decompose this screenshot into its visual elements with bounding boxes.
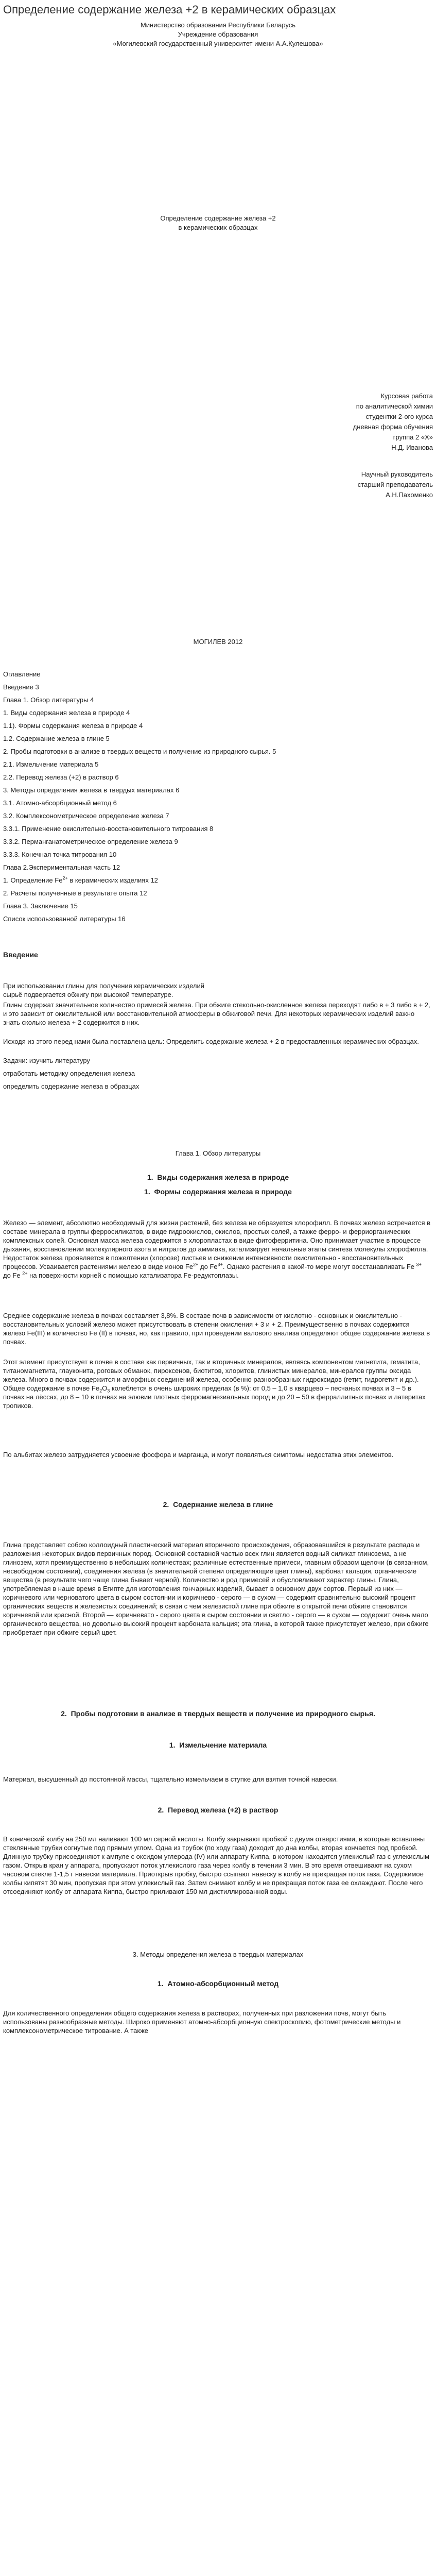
section-2-heading: 2. Пробы подготовки в анализе в твердых веществ и получение из природного сырья. bbox=[61, 1709, 375, 1718]
group-line: группа 2 «Х» bbox=[393, 433, 433, 441]
toc-item: 3.3.1. Применение окислительно-восстановительного титрования 8 bbox=[3, 825, 214, 833]
toc-item: Глава 2.Экспериментальная часть 12 bbox=[3, 863, 120, 871]
university-line: «Могилевский государственный университет имени А.А.Кулешова» bbox=[113, 40, 323, 47]
section-3-1-heading: 1. Атомно-абсорбционный метод bbox=[157, 1979, 279, 1988]
document-title: Определение содержание железа +2 в керамических образцах bbox=[3, 3, 336, 16]
intro-paragraph: определить содержание железа в образцах bbox=[3, 1082, 139, 1090]
toc-item: 2. Расчеты полученные в результате опыта 12 bbox=[3, 889, 147, 897]
section-1-1-paragraph: Этот элемент присутствует в почве в составе как первичных, так и вторичных минералов, являясь компонентом магнетита, гематита, титаномагнетита, глауконита, роговых обманок, пироксенов, биотитов, хлоритов, глинистых минералов, минералов группы оксида железа. Много в почвах содержится и аморфных соединений железа, особенно разнообразных гидроксидов (гетит, гидрогетит и др.). Общее содержание в почве $Fe_2O_3$ колеблется в очень широких пределах (в %): от 0,5 – 1,0 в кварцево – песчаных почвах и 3 – 5 в почвах на лёссах, до 8 – 10 в почвах на элювии плотных ферромагнезиальных пород и до 20 – 50 в ферраллитных почвах и латеритах тропиков. bbox=[3, 1358, 426, 1410]
intro-paragraph: Глины содержат значительное количество примесей железа. При обжиге стекольно-окисленное железа переходят либо в + 3 либо в + 2, и это зависит от окислительной или восстановительной атмосферы в обжиговой печи. Для некоторых керамических изделий важно знать сколько железа + 2 содержится в них. bbox=[3, 1001, 430, 1026]
supervisor-name-line: А.Н.Пахоменко bbox=[386, 491, 433, 499]
toc-item: 1. Виды содержания железа в природе 4 bbox=[3, 709, 130, 717]
toc-item: 3.2. Комплексонометрическое определение железа 7 bbox=[3, 812, 169, 820]
section-3-1-paragraph: Для количественного определения общего содержания железа в растворах, полученных при разложении почв, могут быть использованы разнообразные методы. Широко применяют атомно-абсорбционную спектроскопию, фотометрические методы и комплексонометрическое титрование. А также bbox=[3, 2009, 401, 2035]
chapter1-heading: Глава 1. Обзор литературы bbox=[175, 1149, 261, 1157]
toc-heading: Оглавление bbox=[3, 670, 41, 678]
section-1-2-paragraph: Глина представляет собою коллоидный пластический материал вторичного происхождения, образовавшийся в результате распада и разложения некоторых видов первичных пород. Основной составной частью всех глин является водный силикат глинозема, а не глинозем, хотя преимущественно в небольших количествах; различные естественные примеси, главным образом щелочи (в связанном, несвободном состоянии), соединения железа (в значительной степени определяющие цвет глины), карбонат кальция, органические вещества (в результате чего чаще глина бывает черной). Количество и род примесей и обусловливают характер глины. Глина, употребляемая в наше время в Египте для изготовления гончарных изделий, бывает в основном двух сортов. Первый из них — коричневого или черноватого цвета в сыром состоянии и коричнево - серого — в сухом — содержит сравнительно высокий процент органических веществ и железистых соединений; в связи с чем железистой глине при обжиге в открытой печи обжиге становится коричневой или красной. Второй — коричневато - серого цвета в сыром состоянии и светло - серого — в сухом — содержит очень мало органического вещества, но довольно высокий процент карбоната кальция; эта глина, в которой также присутствует железо, при обжиге приобретает при обжиге серый цвет. bbox=[3, 1541, 429, 1636]
toc-item: Глава 1. Обзор литературы 4 bbox=[3, 696, 94, 704]
supervisor-line-2: старший преподаватель bbox=[357, 481, 433, 488]
toc-item: 3.3.2. Перманганатометрическое определение железа 9 bbox=[3, 838, 178, 845]
toc-item: 2. Пробы подготовки в анализе в твердых веществ и получение из природного сырья. 5 bbox=[3, 748, 276, 755]
toc-item: Глава 3. Заключение 15 bbox=[3, 902, 78, 910]
intro-paragraph: Задачи: изучить литературу bbox=[3, 1057, 90, 1064]
section-3-heading: 3. Методы определения железа в твердых материалах bbox=[132, 1951, 304, 1958]
section-2-2-heading: 2. Перевод железа (+2) в раствор bbox=[158, 1806, 278, 1814]
student-course-line: студентки 2-ого курса bbox=[365, 413, 433, 420]
ministry-line: Министерство образования Республики Беларусь bbox=[140, 21, 296, 29]
city-year-line: МОГИЛЕВ 2012 bbox=[193, 638, 243, 646]
work-title-line-1: Определение содержание железа +2 bbox=[160, 214, 276, 222]
toc-item: 3.3.3. Конечная точка титрования 10 bbox=[3, 851, 117, 858]
section-1-2-heading: 2. Содержание железа в глине bbox=[163, 1500, 273, 1509]
toc-item: Введение 3 bbox=[3, 683, 39, 691]
subject-line: по аналитической химии bbox=[356, 402, 433, 410]
work-title-line-2: в керамических образцах bbox=[178, 224, 258, 231]
toc-item: 1.2. Содержание железа в глине 5 bbox=[3, 735, 110, 742]
section-2-1-paragraph: Материал, высушенный до постоянной массы, тщательно измельчаем в ступке для взятия точной навески. bbox=[3, 1775, 338, 1783]
toc-item: Список использованной литературы 16 bbox=[3, 915, 126, 923]
intro-heading: Введение bbox=[3, 951, 38, 959]
section-1-1-paragraph: По альбитах железо затрудняется усвоение фосфора и марганца, и могут появляться симптомы недостатка этих элементов. bbox=[3, 1451, 394, 1459]
toc-item-fe: 1. Определение $Fe^{2+}$ в керамических изделиях 12 bbox=[3, 876, 158, 884]
work-type-line: Курсовая работа bbox=[380, 392, 433, 400]
intro-paragraph: отработать методику определения железа bbox=[3, 1070, 135, 1077]
intro-paragraph: Исходя из этого перед нами была поставлена цель: Определить содержание железа + 2 в предоставленных керамических образцах. bbox=[3, 1038, 419, 1045]
toc-item: 1.1). Формы содержания железа в природе 4 bbox=[3, 722, 143, 730]
section-1-1-heading: 1. Формы содержания железа в природе bbox=[144, 1188, 292, 1196]
section-2-1-heading: 1. Измельчение материала bbox=[169, 1741, 267, 1749]
section-1-1-paragraph: Среднее содержание железа в почвах составляет 3,8%. В составе почв в зависимости от кислотно - основных и окислительно - восстановительных условий железо может присутствовать в степени окисления + 3 и + 2. Преимущественно в почвах содержится железо Fe(III) и количество Fe (II) в почвах, но, как правило, при проведении валового анализа определяют общее содержание железа в почвах. bbox=[3, 1312, 430, 1346]
section-2-2-paragraph: В конический колбу на 250 мл наливают 100 мл серной кислоты. Колбу закрывают пробкой с двумя отверстиями, в которые вставлены стеклянные трубки согнутые под прямым углом. Одна из трубок (по ходу газа) доходит до дна колбы, вторая кончается под пробкой. Длинную трубку присоединяют к ампуле с оксидом углерода (IV) или аппарату Киппа, в котором находится углекислый газ с углекислым газом. Открыв кран у аппарата, пропускают поток углекислого газа через колбу в течении 3 мин. В это время отвешивают на сухом часовом стекле 1-1,5 г навески материала. Приоткрыв пробку, быстро ссыпают навеску в колбу не прекращая поток газа. Содержимое колбы кипятят 30 мин, пропуская при этом углекислый газ. Затем снимают колбу и не прекращая поток газа ее охлаждают. После чего отсоединяют колбу от аппарата Киппа, быстро приливают 150 мл дистиллированной воды. bbox=[3, 1835, 429, 1895]
toc-item: 2.2. Перевод железа (+2) в раствор 6 bbox=[3, 773, 119, 781]
study-form-line: дневная форма обучения bbox=[353, 423, 433, 431]
toc-item: 3.1. Атомно-абсорбционный метод 6 bbox=[3, 799, 117, 807]
supervisor-line-1: Научный руководитель bbox=[361, 470, 433, 478]
toc-item: 2.1. Измельчение материала 5 bbox=[3, 760, 99, 768]
toc-item: 3. Методы определения железа в твердых материалах 6 bbox=[3, 786, 180, 794]
section-1-1-paragraph: Железо — элемент, абсолютно необходимый для жизни растений, без железа не образуется хлорофилл. В почвах железо встречается в составе минерала в группы ферросиликатов, в виде гидроокислов, окислов, простых солей, а также ферро- и ферриорганических комплексных солей. Основная масса железа содержится в хлоропластах в виде фитоферритина. Оно принимает участие в процессе дыхания, восстановлении молекулярного азота и нитратов до аммиака, катализирует начальные этапы синтеза молекулы хлорофилла. Недостаток железа проявляется в пожелтении (хлорозе) листьев и снижении интенсивности окислительно - восстановительных процессов. Усваивается растениями железо в виде ионов $Fe^{2+}$ до $Fe^{3+}$. Однако растения в какой-то мере могут восстанавливать Fe $^{3+}$ до Fe $^{2+}$ на поверхности корней с помощью катализатора Fe-редуктоплазы. bbox=[3, 1219, 431, 1279]
student-name-line: Н.Д. Иванова bbox=[391, 444, 433, 451]
institution-type-line: Учреждение образования bbox=[178, 30, 258, 38]
intro-paragraph: При использовании глины для получения керамических изделий сырьё подвергается обжигу при высокой температуре. bbox=[3, 982, 205, 998]
section-1-heading: 1. Виды содержания железа в природе bbox=[147, 1173, 289, 1181]
